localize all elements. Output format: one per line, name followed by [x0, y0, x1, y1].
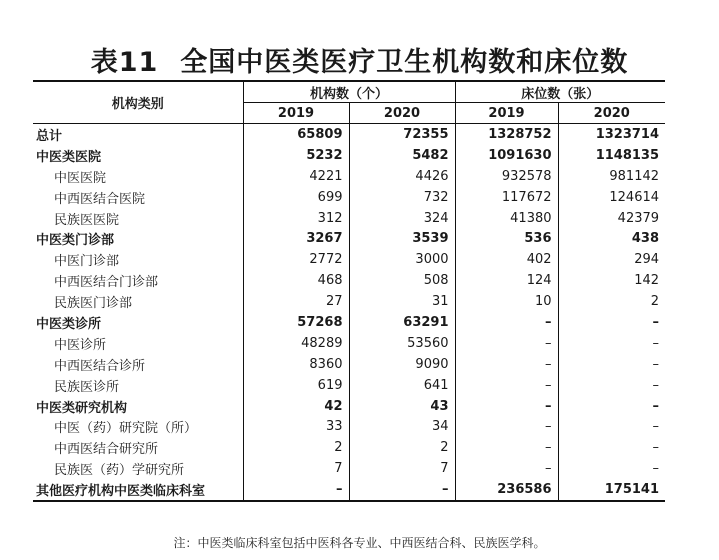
row-label: 中医（药）研究院（所）: [54, 421, 198, 437]
header-year: 2019: [243, 103, 349, 124]
table-cell: 117672: [455, 187, 558, 208]
table-cell: 5232: [243, 145, 349, 166]
row-label: 民族医门诊部: [54, 296, 133, 312]
table-row: [33, 458, 665, 479]
table-row: [33, 166, 665, 187]
table-cell: 43: [349, 396, 455, 417]
header-group-beds: 床位数（张）: [455, 81, 665, 103]
table-cell: –: [455, 458, 558, 479]
row-label: 中医类医院: [36, 149, 102, 165]
table-cell: 619: [243, 375, 349, 396]
table-cell: 2: [558, 291, 665, 312]
table-cell: –: [558, 396, 665, 417]
table-cell: –: [349, 479, 455, 501]
table-cell: 699: [243, 187, 349, 208]
row-label: 中西医结合研究所: [54, 442, 159, 458]
row-label: 中西医结合医院: [54, 191, 146, 207]
row-label: 其他医疗机构中医类临床科室: [36, 484, 206, 500]
table-cell: –: [558, 354, 665, 375]
table-cell: 3539: [349, 228, 455, 249]
table-cell: –: [455, 354, 558, 375]
table-cell: 175141: [558, 479, 665, 501]
table-cell: 932578: [455, 166, 558, 187]
table-cell: 7: [243, 458, 349, 479]
table-cell: –: [455, 312, 558, 333]
table-cell: 2: [349, 437, 455, 458]
row-label: 民族医（药）学研究所: [54, 463, 185, 479]
table-cell: –: [455, 416, 558, 437]
table-cell: 1091630: [455, 145, 558, 166]
table-cell: 236586: [455, 479, 558, 501]
table-cell: –: [558, 458, 665, 479]
table-row: [33, 249, 665, 270]
table-row: [33, 479, 665, 501]
table-cell: 124614: [558, 187, 665, 208]
table-cell: 72355: [349, 124, 455, 145]
table-cell: –: [558, 312, 665, 333]
table-row: [33, 416, 665, 437]
table-cell: 42: [243, 396, 349, 417]
table-cell: 53560: [349, 333, 455, 354]
table-cell: 1328752: [455, 124, 558, 145]
table-row: [33, 333, 665, 354]
table-body: [33, 124, 665, 502]
table-cell: –: [455, 396, 558, 417]
table-cell: 3267: [243, 228, 349, 249]
table-cell: 402: [455, 249, 558, 270]
data-table: [33, 80, 665, 502]
table-row: [33, 396, 665, 417]
header-category: 机构类别: [111, 97, 164, 112]
table-row: [33, 228, 665, 249]
table-cell: 63291: [349, 312, 455, 333]
row-label: 中西医结合诊所: [54, 358, 146, 374]
row-label: 民族医医院: [54, 212, 120, 228]
header-year: 2020: [349, 103, 455, 124]
table-cell: –: [558, 437, 665, 458]
table-row: [33, 124, 665, 145]
table-cell: 5482: [349, 145, 455, 166]
table-cell: 9090: [349, 354, 455, 375]
table-cell: 508: [349, 270, 455, 291]
table-cell: 142: [558, 270, 665, 291]
table-row: [33, 187, 665, 208]
table-note: 注：中医类临床科室包括中医科各专业、中西医结合科、民族医学科。: [173, 536, 546, 550]
table-title-text: 全国中医类医疗卫生机构数和床位数: [180, 47, 629, 78]
table-cell: –: [558, 375, 665, 396]
table-cell: –: [455, 437, 558, 458]
table-cell: 34: [349, 416, 455, 437]
row-label: 中医门诊部: [54, 254, 120, 270]
table-cell: 3000: [349, 249, 455, 270]
row-label: 中医诊所: [54, 337, 107, 353]
row-label: 民族医诊所: [54, 379, 120, 395]
table-cell: 312: [243, 208, 349, 229]
table-cell: 641: [349, 375, 455, 396]
table-cell: 468: [243, 270, 349, 291]
table-cell: 1323714: [558, 124, 665, 145]
table-cell: 7: [349, 458, 455, 479]
table-cell: 8360: [243, 354, 349, 375]
table-cell: 294: [558, 249, 665, 270]
row-label: 中医类门诊部: [36, 233, 115, 249]
table-cell: 1148135: [558, 145, 665, 166]
table-row: [33, 354, 665, 375]
table-row: [33, 145, 665, 166]
table-cell: 33: [243, 416, 349, 437]
table-row: [33, 270, 665, 291]
table-cell: 2772: [243, 249, 349, 270]
table-cell: 41380: [455, 208, 558, 229]
header-group-institutions: 机构数（个）: [243, 81, 455, 103]
table-cell: 124: [455, 270, 558, 291]
table-cell: 2: [243, 437, 349, 458]
table-title: [0, 40, 719, 79]
table-number: 表11: [90, 47, 159, 78]
table-cell: 4426: [349, 166, 455, 187]
table-cell: 65809: [243, 124, 349, 145]
row-label: 总计: [36, 128, 63, 144]
header-year: 2019: [455, 103, 558, 124]
table-cell: –: [455, 333, 558, 354]
table-cell: 42379: [558, 208, 665, 229]
table-cell: 31: [349, 291, 455, 312]
table-cell: 10: [455, 291, 558, 312]
table-cell: 57268: [243, 312, 349, 333]
table-cell: 4221: [243, 166, 349, 187]
table-cell: –: [243, 479, 349, 501]
table-cell: 536: [455, 228, 558, 249]
row-label: 中医类诊所: [36, 316, 102, 332]
table-cell: –: [455, 375, 558, 396]
table-row: [33, 291, 665, 312]
table-cell: –: [558, 333, 665, 354]
table-cell: –: [558, 416, 665, 437]
table-row: [33, 437, 665, 458]
table-row: [33, 375, 665, 396]
row-label: 中医医院: [54, 170, 107, 186]
table-cell: 27: [243, 291, 349, 312]
table-cell: 438: [558, 228, 665, 249]
table-cell: 981142: [558, 166, 665, 187]
row-label: 中西医结合门诊部: [54, 275, 159, 291]
row-label: 中医类研究机构: [36, 400, 128, 416]
table-cell: 732: [349, 187, 455, 208]
header-year: 2020: [558, 103, 665, 124]
table-row: [33, 312, 665, 333]
table-cell: 48289: [243, 333, 349, 354]
table-row: [33, 208, 665, 229]
table-cell: 324: [349, 208, 455, 229]
